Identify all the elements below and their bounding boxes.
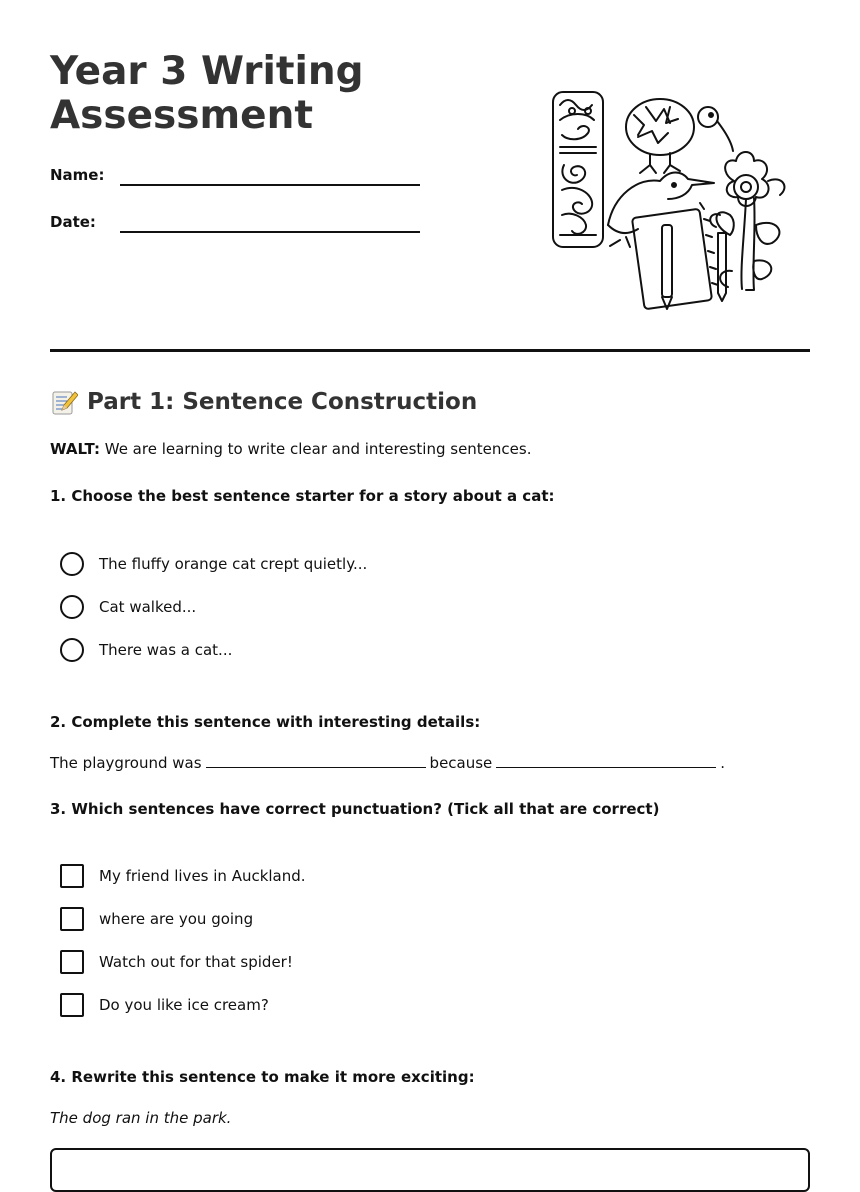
q1-option-3-label: There was a cat... (99, 641, 233, 659)
question-2: 2. Complete this sentence with interesting details: (50, 713, 481, 731)
checkbox[interactable] (60, 993, 84, 1017)
q2-blank-1[interactable] (206, 753, 426, 768)
q2-fill-sentence (50, 753, 725, 772)
q3-option-1[interactable] (60, 863, 306, 889)
checkbox[interactable] (60, 907, 84, 931)
question-1: 1. Choose the best sentence starter for a story about a cat: (50, 487, 555, 505)
kiwi-illustration-icon (550, 85, 790, 315)
name-field-row (50, 166, 470, 196)
question-4: 4. Rewrite this sentence to make it more exciting: (50, 1068, 475, 1086)
checkbox[interactable] (60, 950, 84, 974)
q2-blank-2[interactable] (496, 753, 716, 768)
radio-button[interactable] (60, 552, 84, 576)
section-title-part1 (50, 388, 477, 416)
q4-answer-box[interactable] (50, 1148, 810, 1192)
q1-option-2-label: Cat walked... (99, 598, 197, 616)
radio-button[interactable] (60, 638, 84, 662)
q2-end: . (720, 754, 726, 772)
date-field-row (50, 213, 470, 243)
q1-option-3[interactable] (60, 637, 232, 663)
walt-label: WALT: (50, 440, 100, 458)
walt-statement (50, 440, 531, 458)
memo-icon (50, 388, 78, 416)
date-input-line[interactable] (120, 231, 420, 233)
walt-text: We are learning to write clear and interesting sentences. (99, 440, 532, 458)
q2-part-a: The playground was (50, 754, 202, 772)
section-title-text: Part 1: Sentence Construction (87, 389, 478, 415)
q3-option-3[interactable] (60, 949, 293, 975)
q3-option-2[interactable] (60, 906, 253, 932)
q1-option-1-label: The fluffy orange cat crept quietly... (99, 555, 368, 573)
header-divider (50, 349, 810, 352)
worksheet-page (50, 0, 810, 1161)
q2-part-b: because (429, 754, 493, 772)
q3-option-1-label: My friend lives in Auckland. (99, 867, 306, 885)
question-3: 3. Which sentences have correct punctuation? (Tick all that are correct) (50, 800, 660, 818)
checkbox[interactable] (60, 864, 84, 888)
q4-sentence: The dog ran in the park. (50, 1109, 232, 1127)
name-label: Name: (50, 166, 105, 184)
q1-option-1[interactable] (60, 551, 367, 577)
q3-option-2-label: where are you going (99, 910, 254, 928)
q3-option-3-label: Watch out for that spider! (99, 953, 293, 971)
q1-option-2[interactable] (60, 594, 196, 620)
q3-option-4-label: Do you like ice cream? (99, 996, 269, 1014)
radio-button[interactable] (60, 595, 84, 619)
page-title: Year 3 Writing Assessment (50, 49, 364, 138)
date-label: Date: (50, 213, 96, 231)
name-input-line[interactable] (120, 184, 420, 186)
q3-option-4[interactable] (60, 992, 269, 1018)
